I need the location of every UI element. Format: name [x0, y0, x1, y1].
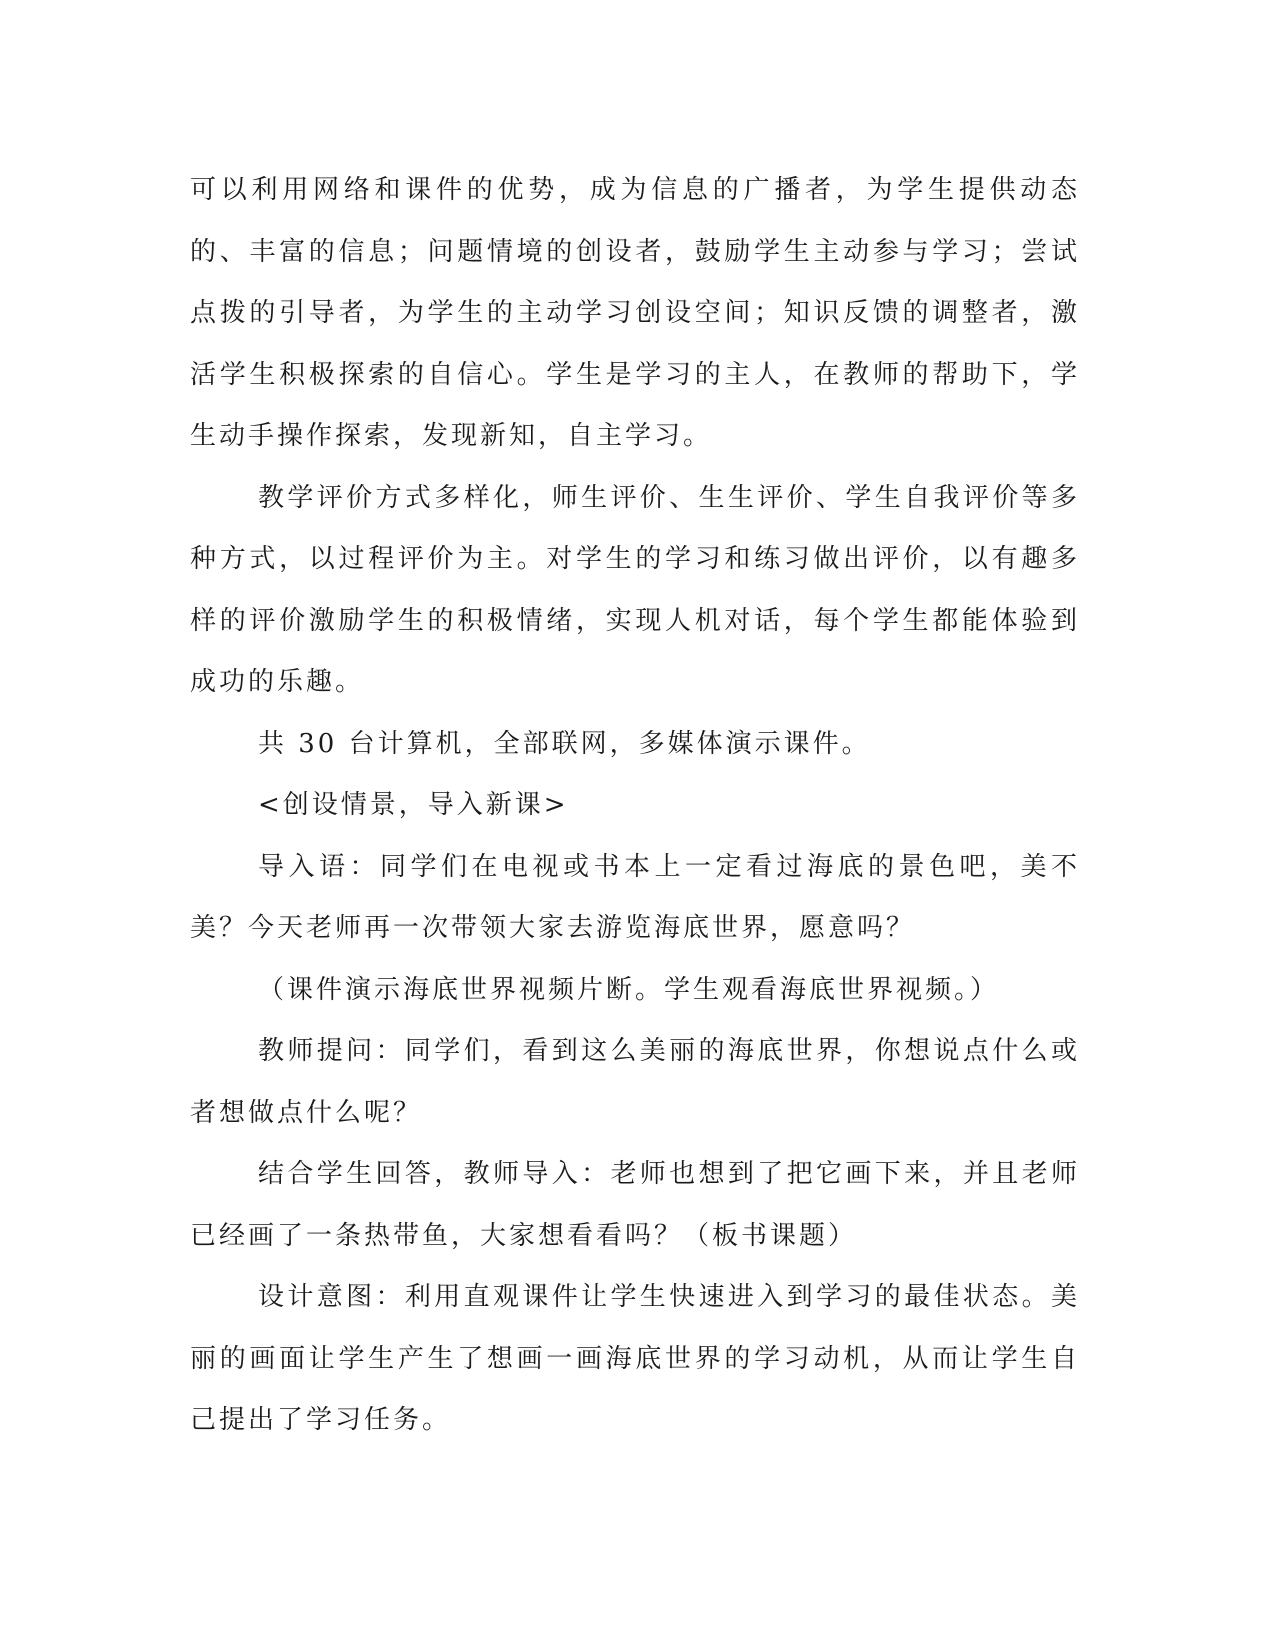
paragraph-video-note: （课件演示海底世界视频片断。学生观看海底世界视频。）: [258, 974, 1000, 1005]
paragraph-teacher-lead: 结合学生回答，教师导入：老师也想到了把它画下来，并且老师已经画了一条热带鱼，大家想看看吗？（板书课题）: [190, 1159, 1080, 1251]
paragraph-design-intent: 设计意图：利用直观课件让学生快速进入到学习的最佳状态。美丽的画面让学生产生了想画一画海底世界的学习动机，从而让学生自己提出了学习任务。: [190, 1282, 1080, 1435]
paragraph-equipment: 共 30 台计算机，全部联网，多媒体演示课件。: [258, 728, 871, 759]
document-body: [190, 160, 1080, 1452]
paragraph-intro-roles: 可以利用网络和课件的优势，成为信息的广播者，为学生提供动态的、丰富的信息；问题情境的创设者，鼓励学生主动参与学习；尝试点拨的引导者，为学生的主动学习创设空间；知识反馈的调整者，激活学生积极探索的自信心。学生是学习的主人，在教师的帮助下，学生动手操作探索，发现新知，自主学习。: [190, 175, 1080, 451]
section-heading-intro: <创设情景，导入新课>: [258, 790, 569, 820]
paragraph-teacher-question: 教师提问：同学们，看到这么美丽的海底世界，你想说点什么或者想做点什么呢？: [190, 1036, 1080, 1128]
paragraph-evaluation: 教学评价方式多样化，师生评价、生生评价、学生自我评价等多种方式，以过程评价为主。对学生的学习和练习做出评价，以有趣多样的评价激励学生的积极情绪，实现人机对话，每个学生都能体验到成功的乐趣。: [190, 482, 1080, 697]
paragraph-lead-in: 导入语：同学们在电视或书本上一定看过海底的景色吧，美不美？今天老师再一次带领大家去游览海底世界，愿意吗？: [190, 851, 1080, 943]
